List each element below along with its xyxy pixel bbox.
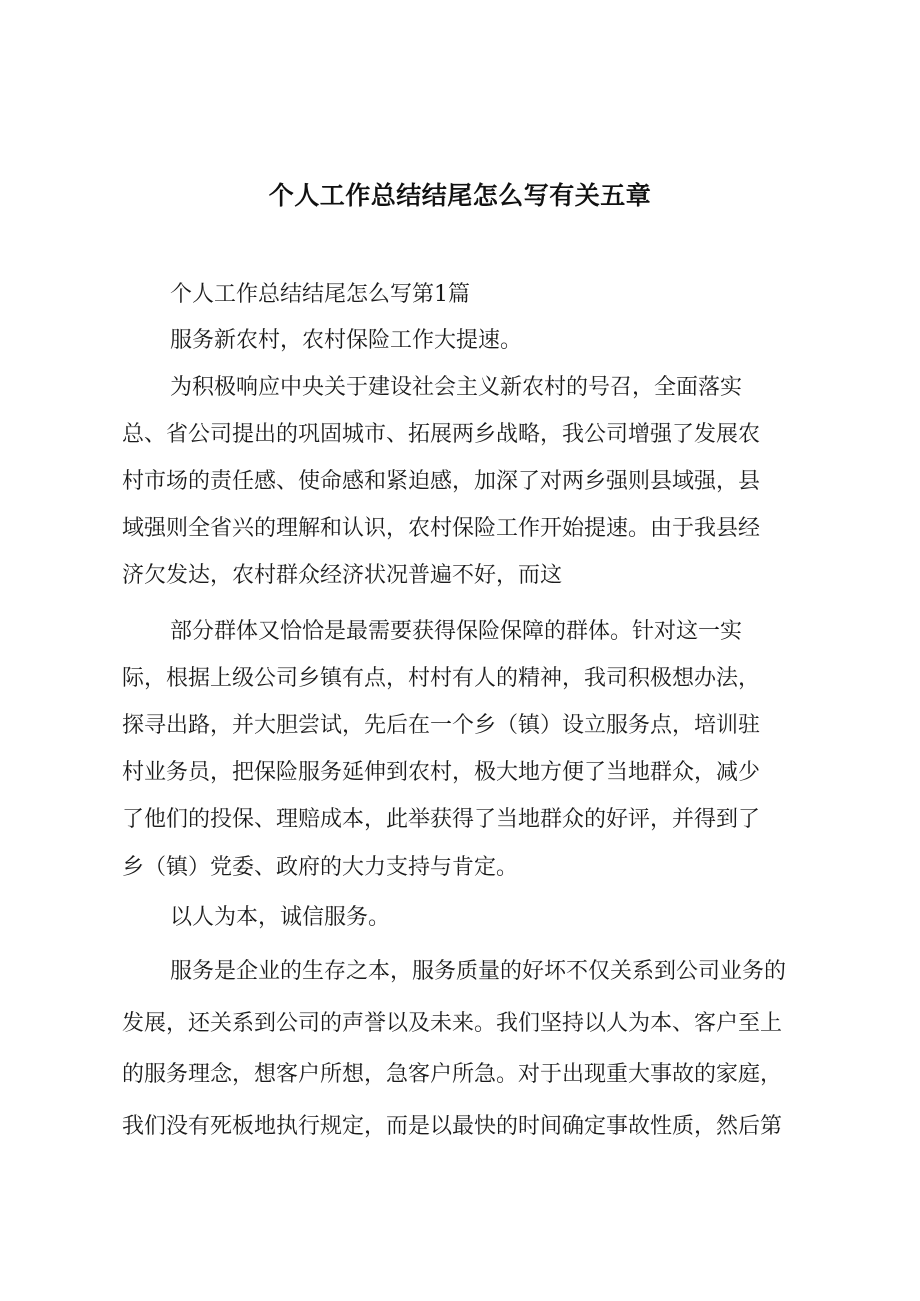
paragraph-line: 村市场的责任感、使命感和紧迫感，加深了对两乡强则县域强，县 — [122, 469, 761, 494]
paragraph-line: 发展，还关系到公司的声誉以及未来。我们坚持以人为本、客户至上 — [122, 1011, 783, 1036]
document-title: 个人工作总结结尾怎么写有关五章 — [268, 181, 652, 210]
heading-line: 个人工作总结结尾怎么写第1篇 — [170, 282, 470, 307]
paragraph-line: 以人为本，诚信服务。 — [170, 905, 391, 930]
paragraph-line: 了他们的投保、理赔成本，此举获得了当地群众的好评，并得到了 — [122, 807, 761, 832]
paragraph-line: 总、省公司提出的巩固城市、拓展两乡战略，我公司增强了发展农 — [122, 422, 761, 447]
paragraph-line: 乡（镇）党委、政府的大力支持与肯定。 — [122, 855, 519, 880]
paragraph-line: 域强则全省兴的理解和认识，农村保险工作开始提速。由于我县经 — [122, 516, 761, 541]
paragraph-line: 村业务员，把保险服务延伸到农村，极大地方便了当地群众，减少 — [122, 760, 761, 785]
paragraph-line: 为积极响应中央关于建设社会主义新农村的号召，全面落实 — [170, 375, 743, 400]
paragraph-line: 我们没有死板地执行规定，而是以最快的时间确定事故性质，然后第 — [122, 1114, 783, 1139]
paragraph-line: 服务是企业的生存之本，服务质量的好坏不仅关系到公司业务的 — [170, 959, 787, 984]
paragraph-line: 济欠发达，农村群众经济状况普遍不好，而这 — [122, 563, 563, 588]
paragraph-line: 服务新农村，农村保险工作大提速。 — [170, 328, 523, 353]
paragraph-line: 际，根据上级公司乡镇有点，村村有人的精神，我司积极想办法， — [122, 666, 761, 691]
paragraph-line: 探寻出路，并大胆尝试，先后在一个乡（镇）设立服务点，培训驻 — [122, 713, 761, 738]
paragraph-line: 的服务理念，想客户所想，急客户所急。对于出现重大事故的家庭， — [122, 1062, 783, 1087]
paragraph-line: 部分群体又恰恰是最需要获得保险保障的群体。针对这一实 — [170, 619, 743, 644]
